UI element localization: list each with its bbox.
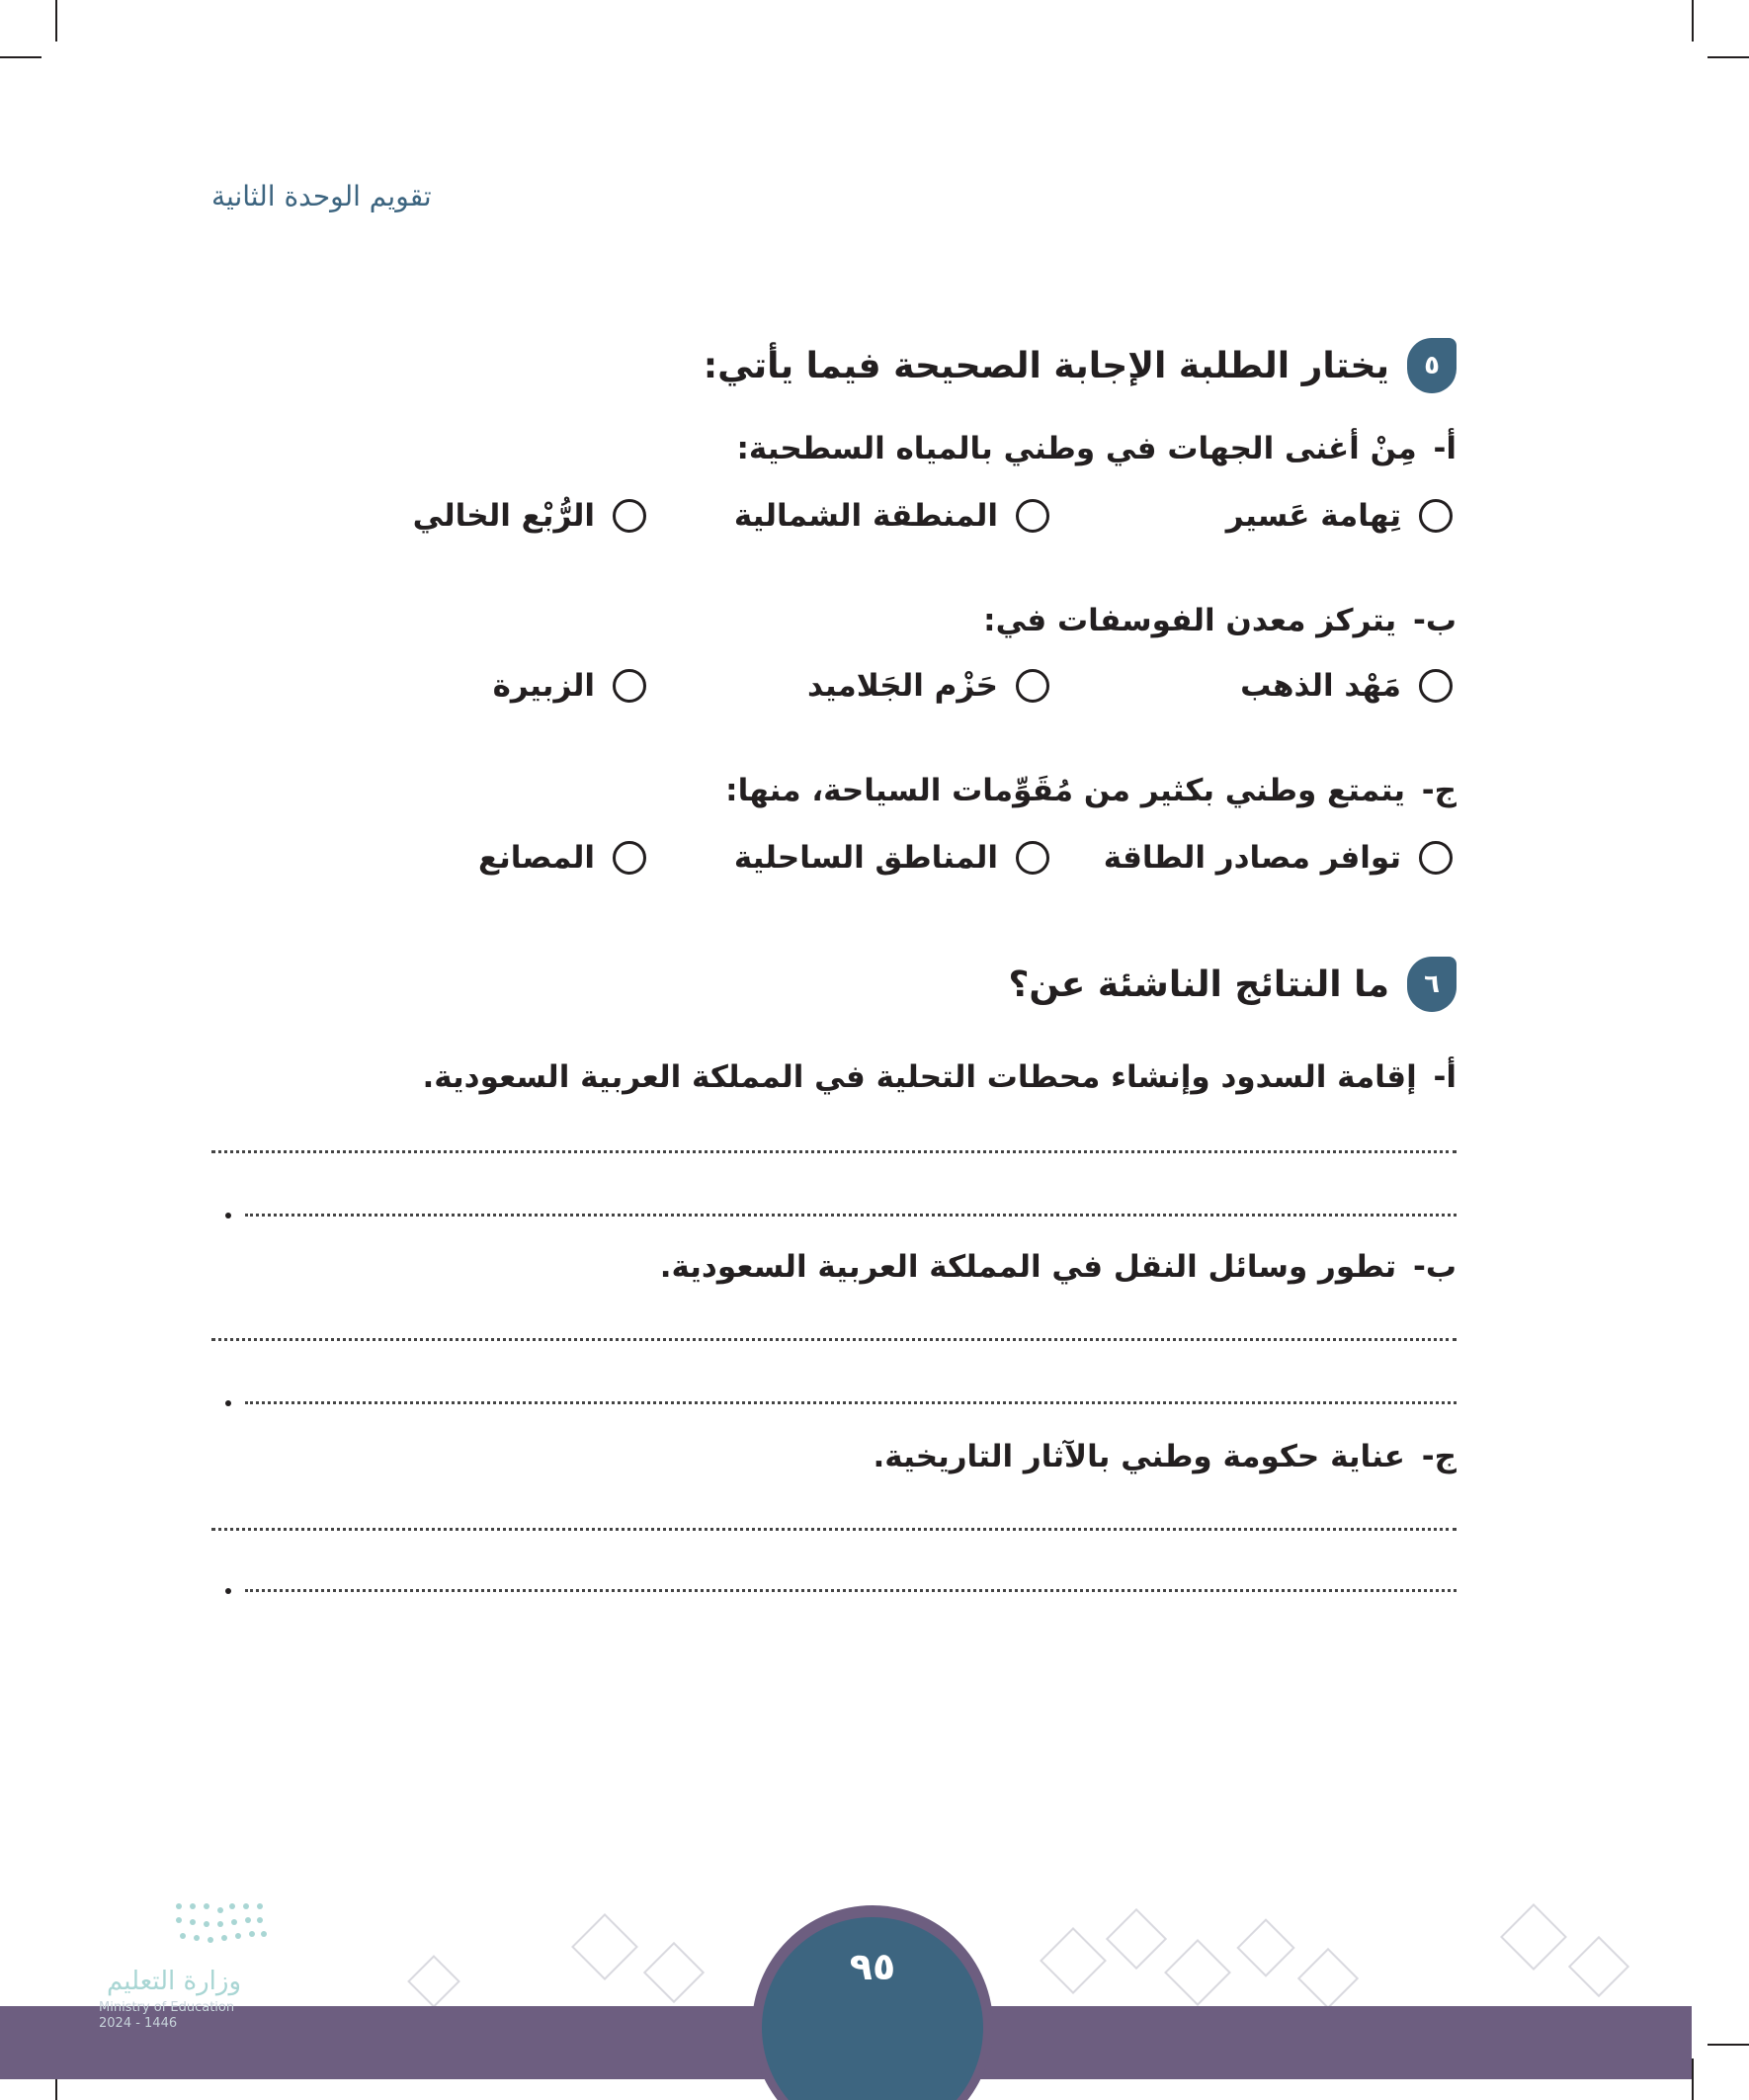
option-al-zubayrah[interactable] bbox=[493, 668, 646, 704]
option-label: المنطقة الشمالية bbox=[733, 498, 998, 534]
question-5b-options bbox=[287, 668, 1453, 727]
item-letter: ب- bbox=[1412, 603, 1457, 638]
item-stem-text: يتركز معدن الفوسفات في: bbox=[983, 603, 1397, 638]
question-5c-options bbox=[287, 840, 1453, 899]
radio-circle-icon[interactable] bbox=[613, 669, 646, 703]
item-text: عناية حكومة وطني بالآثار التاريخية. bbox=[873, 1439, 1405, 1474]
question-5-heading bbox=[704, 338, 1457, 393]
option-northern-region[interactable] bbox=[734, 498, 1049, 534]
decorative-diamond bbox=[643, 1942, 705, 2003]
page-number: ٩٥ bbox=[849, 1945, 896, 1988]
question-6-heading bbox=[1008, 957, 1457, 1012]
item-stem-text: يتمتع وطني بكثير من مُقَوِّمات السياحة، منها: bbox=[725, 773, 1405, 808]
decorative-diamond bbox=[1500, 1903, 1567, 1971]
answer-line[interactable] bbox=[211, 1150, 1457, 1153]
question-5c-stem bbox=[725, 773, 1457, 808]
decorative-diamond bbox=[407, 1955, 460, 2008]
ministry-logo bbox=[95, 1895, 352, 2034]
crop-mark bbox=[0, 56, 42, 58]
radio-circle-icon[interactable] bbox=[1016, 669, 1049, 703]
item-letter: أ- bbox=[1433, 431, 1457, 466]
unit-title: تقويم الوحدة الثانية bbox=[211, 180, 432, 212]
answer-line[interactable] bbox=[245, 1214, 1457, 1217]
option-coastal-areas[interactable] bbox=[734, 840, 1049, 876]
option-label: الزبيرة bbox=[492, 668, 595, 704]
crop-mark bbox=[55, 0, 57, 42]
radio-circle-icon[interactable] bbox=[1419, 669, 1453, 703]
logo-year: 2024 - 1446 bbox=[99, 2016, 178, 2031]
option-energy-sources[interactable] bbox=[1104, 840, 1453, 876]
question-5-number-badge: ٥ bbox=[1407, 338, 1457, 393]
question-5-title: يختار الطلبة الإجابة الصحيحة فيما يأتي: bbox=[703, 345, 1389, 386]
crop-mark bbox=[1692, 2058, 1694, 2100]
crop-mark bbox=[1692, 0, 1694, 42]
option-label: توافر مصادر الطاقة bbox=[1103, 840, 1401, 876]
item-text: تطور وسائل النقل في المملكة العربية السعودية. bbox=[659, 1249, 1397, 1285]
radio-circle-icon[interactable] bbox=[1419, 499, 1453, 533]
question-5a-stem bbox=[737, 431, 1457, 466]
option-label: حَزْم الجَلاميد bbox=[806, 668, 998, 704]
decorative-diamond bbox=[1568, 1936, 1629, 1997]
question-5b-stem bbox=[983, 603, 1457, 638]
answer-line[interactable] bbox=[245, 1401, 1457, 1404]
option-label: المناطق الساحلية bbox=[733, 840, 998, 876]
item-stem-text: مِنْ أغنى الجهات في وطني بالمياه السطحية: bbox=[736, 431, 1417, 466]
item-letter: ج- bbox=[1421, 1439, 1457, 1474]
option-label: تِهامة عَسير bbox=[1225, 498, 1401, 534]
item-letter: ب- bbox=[1412, 1249, 1457, 1285]
crop-mark bbox=[1707, 56, 1749, 58]
radio-circle-icon[interactable] bbox=[1419, 841, 1453, 875]
option-label: الرُّبْع الخالي bbox=[412, 498, 595, 534]
line-end-dot bbox=[225, 1588, 231, 1594]
decorative-diamond bbox=[1040, 1927, 1107, 1994]
question-6-number-badge: ٦ bbox=[1407, 957, 1457, 1012]
radio-circle-icon[interactable] bbox=[1016, 499, 1049, 533]
question-5a-options bbox=[287, 498, 1453, 557]
item-letter: أ- bbox=[1433, 1059, 1457, 1095]
answer-line[interactable] bbox=[211, 1338, 1457, 1341]
decorative-diamond bbox=[1164, 1939, 1231, 2006]
option-hazm-al-jalamid[interactable] bbox=[807, 668, 1049, 704]
logo-wordmark: وزارة التعليم bbox=[106, 1967, 242, 1996]
item-text: إقامة السدود وإنشاء محطات التحلية في المملكة العربية السعودية. bbox=[422, 1059, 1417, 1095]
question-6c-text bbox=[874, 1439, 1458, 1474]
option-label: مَهْد الذهب bbox=[1240, 668, 1401, 704]
decorative-diamond bbox=[1297, 1948, 1359, 2009]
option-factories[interactable] bbox=[478, 840, 646, 876]
question-6b-text bbox=[660, 1249, 1457, 1285]
question-6-title: ما النتائج الناشئة عن؟ bbox=[1008, 964, 1389, 1005]
decorative-diamond bbox=[571, 1913, 638, 1980]
logo-subtitle: Ministry of Education bbox=[99, 2000, 235, 2015]
answer-line[interactable] bbox=[211, 1528, 1457, 1531]
answer-line[interactable] bbox=[245, 1589, 1457, 1592]
radio-circle-icon[interactable] bbox=[1016, 841, 1049, 875]
question-6a-text bbox=[422, 1059, 1457, 1095]
option-tihama-asir[interactable] bbox=[1226, 498, 1453, 534]
option-label: المصانع bbox=[477, 840, 595, 876]
radio-circle-icon[interactable] bbox=[613, 841, 646, 875]
option-empty-quarter[interactable] bbox=[413, 498, 646, 534]
item-letter: ج- bbox=[1421, 773, 1457, 808]
decorative-diamond bbox=[1106, 1908, 1167, 1970]
crop-mark bbox=[1707, 2044, 1749, 2046]
line-end-dot bbox=[225, 1213, 231, 1218]
radio-circle-icon[interactable] bbox=[613, 499, 646, 533]
decorative-diamond bbox=[1236, 1918, 1294, 1976]
line-end-dot bbox=[225, 1400, 231, 1406]
option-mahd-al-dhahab[interactable] bbox=[1240, 668, 1453, 704]
